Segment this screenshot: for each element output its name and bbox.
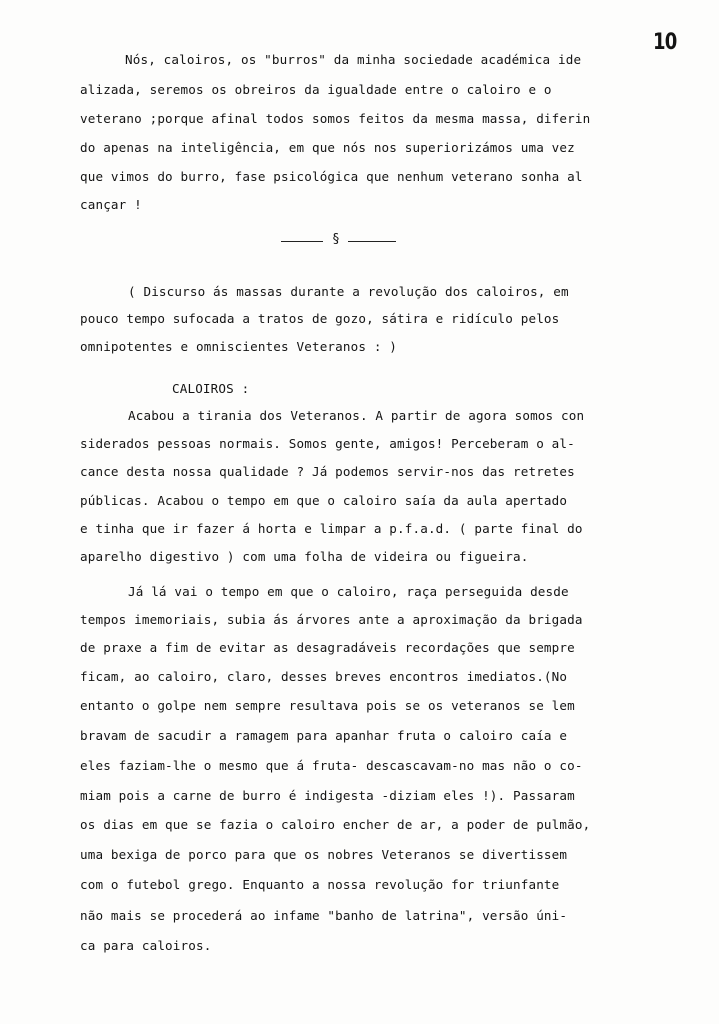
text-line: não mais se procederá ao infame "banho de latrina", versão úni-: [80, 908, 568, 923]
text-line: veterano ;porque afinal todos somos feitos da mesma massa, diferin: [80, 111, 591, 126]
text-line: ca para caloiros.: [80, 938, 212, 953]
text-line: siderados pessoas normais. Somos gente, amigos! Perceberam o al-: [80, 436, 575, 451]
text-line: do apenas na inteligência, em que nós nos superiorizámos uma vez: [80, 140, 575, 155]
text-line: com o futebol grego. Enquanto a nossa revolução for triunfante: [80, 877, 560, 892]
text-line: tempos imemoriais, subia ás árvores ante a aproximação da brigada: [80, 612, 583, 627]
text-line: Já lá vai o tempo em que o caloiro, raça perseguida desde: [128, 584, 569, 599]
text-line: que vimos do burro, fase psicológica que nenhum veterano sonha al: [80, 169, 583, 184]
speaker-heading: CALOIROS :: [172, 381, 250, 396]
text-line: pouco tempo sufocada a tratos de gozo, sátira e ridículo pelos: [80, 311, 560, 326]
text-line: ficam, ao caloiro, claro, desses breves encontros imediatos.(No: [80, 669, 568, 684]
text-line: cançar !: [80, 197, 142, 212]
text-line: entanto o golpe nem sempre resultava pois se os veteranos se lem: [80, 698, 575, 713]
text-line: públicas. Acabou o tempo em que o caloiro saía da aula apertado: [80, 493, 568, 508]
text-line: omnipotentes e omniscientes Veteranos : ): [80, 339, 398, 354]
text-line: ( Discurso ás massas durante a revolução dos caloiros, em: [128, 284, 569, 299]
text-line: uma bexiga de porco para que os nobres Veteranos se divertissem: [80, 847, 568, 862]
separator-rule-right: [348, 241, 396, 242]
section-separator: [281, 232, 396, 248]
text-line: cance desta nossa qualidade ? Já podemos servir-nos das retretes: [80, 464, 575, 479]
text-line: e tinha que ir fazer á horta e limpar a p.f.a.d. ( parte final do: [80, 521, 583, 536]
text-line: aparelho digestivo ) com uma folha de videira ou figueira.: [80, 549, 529, 564]
text-line: Nós, caloiros, os "burros" da minha sociedade académica ide: [125, 52, 582, 67]
page-number: 10: [653, 30, 677, 55]
text-line: Acabou a tirania dos Veteranos. A partir de agora somos con: [128, 408, 585, 423]
text-line: de praxe a fim de evitar as desagradáveis recordações que sempre: [80, 640, 575, 655]
text-line: bravam de sacudir a ramagem para apanhar fruta o caloiro caía e: [80, 728, 568, 743]
text-line: eles faziam-lhe o mesmo que á fruta- descascavam-no mas não o co-: [80, 758, 583, 773]
text-line: os dias em que se fazia o caloiro encher de ar, a poder de pulmão,: [80, 817, 591, 832]
text-line: miam pois a carne de burro é indigesta -diziam eles !). Passaram: [80, 788, 575, 803]
section-mark: §: [332, 232, 340, 247]
separator-rule-left: [281, 241, 323, 242]
text-line: alizada, seremos os obreiros da igualdade entre o caloiro e o: [80, 82, 552, 97]
